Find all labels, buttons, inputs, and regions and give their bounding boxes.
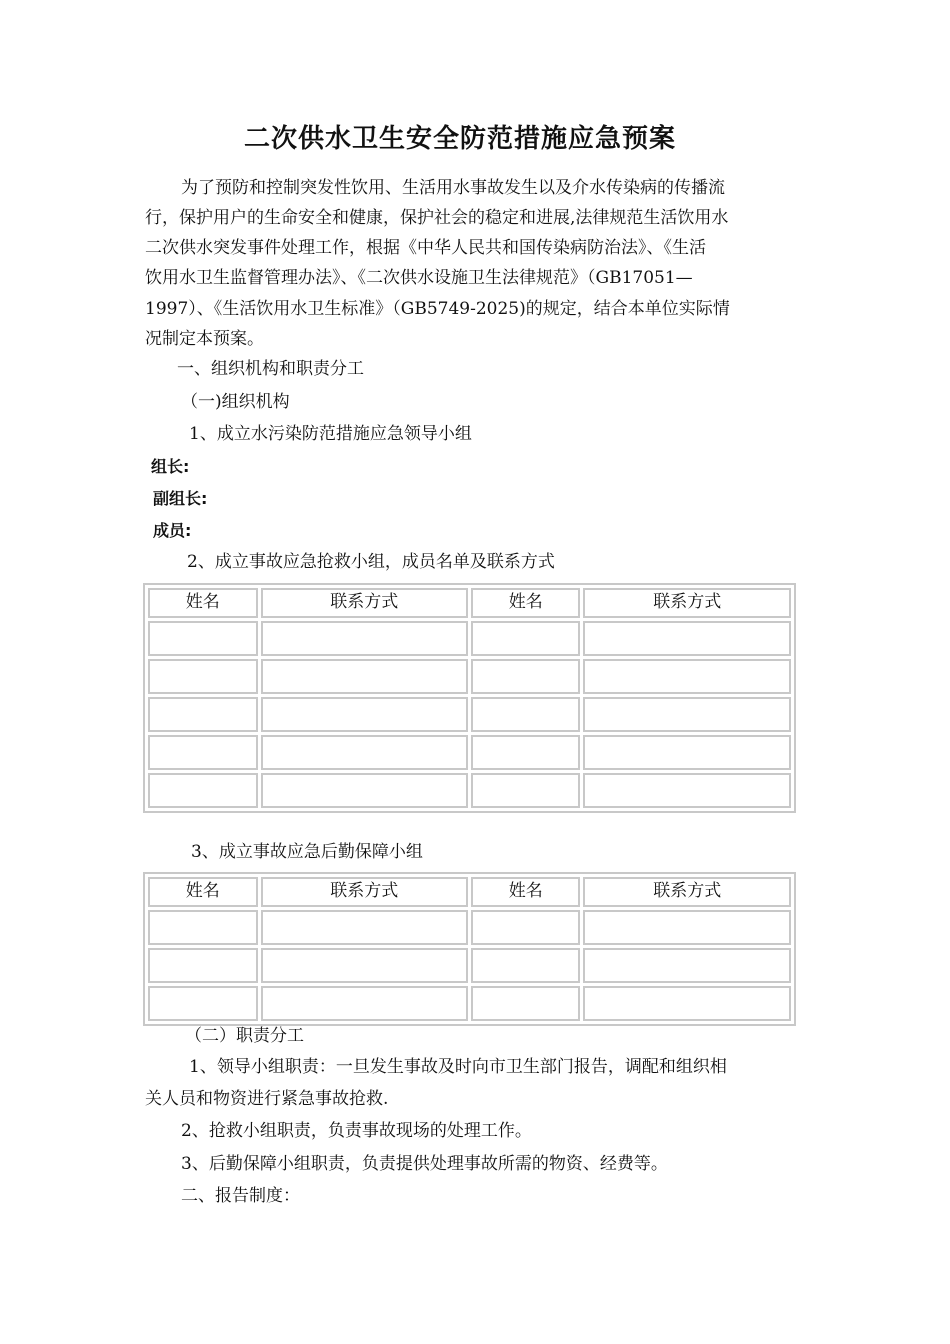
table-row (148, 735, 791, 770)
duty-1-line-2: 关人员和物资进行紧急事故抢救. (145, 1089, 389, 1109)
subsection-heading-2: （二）职责分工 (185, 1026, 304, 1046)
table-cell (148, 621, 258, 656)
table-cell (583, 986, 791, 1021)
table-cell (261, 948, 468, 983)
intro-line-2: 行，保护用户的生命安全和健康，保护社会的稳定和进展,法律规范生活饮用水 (145, 208, 729, 228)
members-label: 成员: (153, 521, 192, 540)
table-cell (261, 697, 468, 732)
table-header-row (148, 588, 791, 618)
intro-line-1: 为了预防和控制突发性饮用、生活用水事故发生以及介水传染病的传播流 (181, 178, 725, 198)
table-row (148, 659, 791, 694)
table-cell (471, 697, 581, 732)
table-header-row (148, 877, 791, 907)
leader-label: 组长: (151, 457, 190, 476)
header-name: 姓名 (471, 877, 581, 907)
table-cell (261, 986, 468, 1021)
header-name: 姓名 (148, 588, 258, 618)
header-contact: 联系方式 (583, 588, 791, 618)
header-contact: 联系方式 (261, 877, 468, 907)
table-cell (261, 659, 468, 694)
header-contact: 联系方式 (261, 588, 468, 618)
table-cell (583, 948, 791, 983)
table-cell (261, 735, 468, 770)
table-row (148, 986, 791, 1021)
duty-2: 2、抢救小组职责，负责事故现场的处理工作。 (181, 1121, 532, 1141)
item-3: 3、成立事故应急后勤保障小组 (191, 842, 423, 862)
duty-3: 3、后勤保障小组职责，负责提供处理事故所需的物资、经费等。 (181, 1154, 668, 1174)
table-cell (148, 773, 258, 808)
table-cell (261, 773, 468, 808)
table-cell (583, 659, 791, 694)
section-heading-2: 二、报告制度： (181, 1186, 300, 1206)
header-name: 姓名 (471, 588, 581, 618)
section-heading-1: 一、组织机构和职责分工 (177, 359, 364, 379)
table-cell (261, 621, 468, 656)
intro-line-6: 况制定本预案。 (145, 329, 264, 349)
header-contact: 联系方式 (583, 877, 791, 907)
table-cell (148, 697, 258, 732)
table-row (148, 773, 791, 808)
table-cell (471, 735, 581, 770)
table-cell (583, 910, 791, 945)
table-cell (148, 659, 258, 694)
table-cell (471, 773, 581, 808)
table-cell (471, 986, 581, 1021)
table-row (148, 948, 791, 983)
logistics-team-table (143, 872, 796, 1026)
table-cell (148, 910, 258, 945)
table-row (148, 621, 791, 656)
document-title: 二次供水卫生安全防范措施应急预案 (243, 124, 676, 154)
table-cell (583, 773, 791, 808)
table-cell (583, 735, 791, 770)
deputy-leader-label: 副组长: (153, 489, 208, 508)
item-1: 1、成立水污染防范措施应急领导小组 (189, 424, 472, 444)
table-cell (471, 621, 581, 656)
subsection-heading-1: （一)组织机构 (181, 392, 290, 412)
table-row (148, 910, 791, 945)
intro-line-3: 二次供水突发事件处理工作，根据《中华人民共和国传染病防治法》、《生活 (145, 238, 706, 258)
header-name: 姓名 (148, 877, 258, 907)
table-cell (148, 735, 258, 770)
intro-line-5: 1997）、《生活饮用水卫生标准》（GB5749-2025)的规定，结合本单位实际情 (145, 299, 730, 319)
table-cell (148, 986, 258, 1021)
table-cell (471, 910, 581, 945)
table-cell (471, 659, 581, 694)
intro-line-4: 饮用水卫生监督管理办法》、《二次供水设施卫生法律规范》（GB17051— (145, 268, 693, 288)
rescue-team-table (143, 583, 796, 813)
table-cell (471, 948, 581, 983)
table-cell (583, 697, 791, 732)
table-cell (148, 948, 258, 983)
table-cell (583, 621, 791, 656)
table-row (148, 697, 791, 732)
table-cell (261, 910, 468, 945)
duty-1-line-1: 1、领导小组职责：一旦发生事故及时向市卫生部门报告，调配和组织相 (189, 1057, 727, 1077)
item-2: 2、成立事故应急抢救小组，成员名单及联系方式 (187, 552, 555, 572)
